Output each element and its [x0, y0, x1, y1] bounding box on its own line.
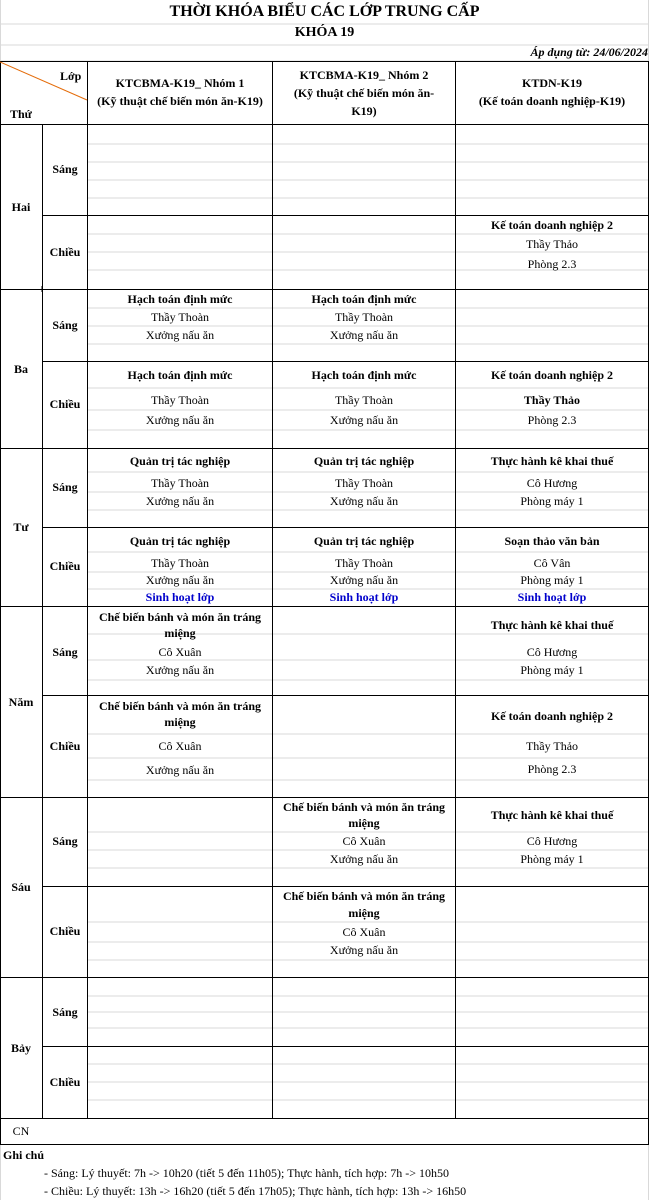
entry-ba-sang-c1-teacher: Thầy Thoàn	[150, 310, 210, 324]
entry-nam-sang-c3-teacher: Cô Hương	[526, 645, 578, 659]
entry-ba-chieu-c3-subject: Kế toán doanh nghiệp 2	[490, 368, 614, 382]
session-bay-chieu: Chiều	[49, 1075, 81, 1089]
entry-tu-chieu-c2-activity: Sinh hoạt lớp	[329, 590, 399, 604]
entry-ba-sang-c2-room: Xưởng nấu ăn	[329, 328, 399, 342]
entry-nam-chieu-c3-room: Phòng 2.3	[527, 762, 577, 776]
day-sau: Sáu	[11, 880, 31, 894]
entry-ba-chieu-c1-subject: Hạch toán định mức	[127, 368, 233, 382]
note-afternoon: - Chiều: Lý thuyết: 13h -> 16h20 (tiết 5 đến 17h05); Thực hành, tích hợp: 13h -> 16h50	[44, 1184, 467, 1198]
entry-sau-sang-c2-subject-cont: miệng	[348, 816, 380, 830]
effective-date: Áp dụng từ: 24/06/2024	[530, 45, 648, 59]
session-sau-chieu: Chiều	[49, 924, 81, 938]
entry-tu-sang-c2-room: Xưởng nấu ăn	[329, 494, 399, 508]
entry-ba-sang-c1-room: Xưởng nấu ăn	[145, 328, 215, 342]
entry-sau-sang-c2-subject: Chế biến bánh và món ăn tráng	[282, 800, 446, 814]
entry-hai-chieu-c3-subject: Kế toán doanh nghiệp 2	[490, 218, 614, 232]
entry-nam-sang-c1-teacher: Cô Xuân	[158, 645, 202, 659]
session-bay-sang: Sáng	[52, 1005, 78, 1019]
entry-ba-chieu-c2-room: Xưởng nấu ăn	[329, 413, 399, 427]
entry-nam-chieu-c1-room: Xưởng nấu ăn	[145, 763, 215, 777]
entry-tu-chieu-c3-teacher: Cô Vân	[533, 556, 571, 570]
header-col2-line1: KTCBMA-K19_ Nhóm 2	[299, 68, 429, 82]
entry-sau-chieu-c2-teacher: Cô Xuân	[342, 925, 386, 939]
entry-ba-chieu-c3-teacher: Thầy Thảo	[523, 393, 581, 407]
entry-ba-chieu-c2-teacher: Thầy Thoàn	[334, 393, 394, 407]
entry-tu-chieu-c2-teacher: Thầy Thoàn	[334, 556, 394, 570]
entry-tu-sang-c3-subject: Thực hành kê khai thuế	[490, 454, 614, 468]
entry-tu-chieu-c3-subject: Soạn thảo văn bản	[504, 534, 600, 548]
session-sau-sang: Sáng	[52, 834, 78, 848]
entry-tu-chieu-c1-room: Xưởng nấu ăn	[145, 573, 215, 587]
entry-tu-chieu-c1-activity: Sinh hoạt lớp	[145, 590, 215, 604]
session-nam-chieu: Chiều	[49, 739, 81, 753]
entry-tu-sang-c2-subject: Quản trị tác nghiệp	[313, 454, 415, 468]
page-subtitle: KHÓA 19	[294, 25, 355, 40]
session-tu-sang: Sáng	[52, 480, 78, 494]
entry-tu-chieu-c2-subject: Quản trị tác nghiệp	[313, 534, 415, 548]
entry-ba-chieu-c2-subject: Hạch toán định mức	[311, 368, 417, 382]
note-morning: - Sáng: Lý thuyết: 7h -> 10h20 (tiết 5 đến 11h05); Thực hành, tích hợp: 7h -> 10h50	[44, 1166, 449, 1180]
day-bay: Bảy	[10, 1041, 31, 1055]
entry-nam-chieu-c1-subject-cont: miệng	[164, 715, 196, 729]
entry-hai-chieu-c3-teacher: Thầy Thảo	[525, 237, 579, 251]
entry-tu-sang-c1-subject: Quản trị tác nghiệp	[129, 454, 231, 468]
entry-sau-sang-c3-teacher: Cô Hương	[526, 834, 578, 848]
entry-tu-sang-c3-teacher: Cô Hương	[526, 476, 578, 490]
entry-sau-sang-c3-room: Phòng máy 1	[520, 852, 584, 866]
entry-tu-chieu-c1-teacher: Thầy Thoàn	[150, 556, 210, 570]
entry-tu-chieu-c3-activity: Sinh hoạt lớp	[517, 590, 587, 604]
entry-tu-chieu-c2-room: Xưởng nấu ăn	[329, 573, 399, 587]
header-col2-line3: K19)	[351, 104, 377, 118]
entry-sau-sang-c2-room: Xưởng nấu ăn	[329, 852, 399, 866]
entry-tu-chieu-c3-room: Phòng máy 1	[520, 573, 584, 587]
entry-ba-chieu-c3-room: Phòng 2.3	[527, 413, 577, 427]
header-col3-line1: KTDN-K19	[522, 76, 582, 90]
entry-sau-chieu-c2-room: Xưởng nấu ăn	[329, 943, 399, 957]
session-hai-sang: Sáng	[52, 162, 78, 176]
header-col2-line2: (Kỹ thuật chế biến món ăn-	[293, 86, 435, 100]
header-lop-label: Lớp	[60, 69, 82, 83]
session-tu-chieu: Chiều	[49, 559, 81, 573]
entry-nam-sang-c3-room: Phòng máy 1	[520, 663, 584, 677]
day-hai: Hai	[11, 200, 31, 214]
entry-tu-sang-c2-teacher: Thầy Thoàn	[334, 476, 394, 490]
entry-nam-chieu-c3-subject: Kế toán doanh nghiệp 2	[490, 709, 614, 723]
entry-sau-chieu-c2-subject-cont: miệng	[348, 906, 380, 920]
entry-nam-sang-c1-subject-cont: miệng	[164, 626, 196, 640]
entry-nam-chieu-c3-teacher: Thầy Thảo	[525, 739, 579, 753]
notes-label: Ghi chú	[3, 1148, 45, 1162]
entry-nam-sang-c1-subject: Chế biến bánh và món ăn tráng	[98, 610, 262, 624]
entry-tu-sang-c1-room: Xưởng nấu ăn	[145, 494, 215, 508]
entry-ba-chieu-c1-teacher: Thầy Thoàn	[150, 393, 210, 407]
day-cn: CN	[12, 1124, 30, 1138]
session-nam-sang: Sáng	[52, 645, 78, 659]
entry-sau-sang-c3-subject: Thực hành kê khai thuế	[490, 808, 614, 822]
header-col1-line2: (Kỹ thuật chế biến món ăn-K19)	[97, 94, 263, 108]
entry-ba-chieu-c1-room: Xưởng nấu ăn	[145, 413, 215, 427]
session-hai-chieu: Chiều	[49, 245, 81, 259]
day-nam: Năm	[8, 695, 34, 709]
entry-nam-chieu-c1-teacher: Cô Xuân	[158, 739, 202, 753]
entry-tu-chieu-c1-subject: Quản trị tác nghiệp	[129, 534, 231, 548]
entry-hai-chieu-c3-room: Phòng 2.3	[527, 257, 577, 271]
entry-ba-sang-c2-subject: Hạch toán định mức	[311, 292, 417, 306]
entry-ba-sang-c1-subject: Hạch toán định mức	[127, 292, 233, 306]
entry-nam-sang-c1-room: Xưởng nấu ăn	[145, 663, 215, 677]
header-col3-line2: (Kế toán doanh nghiệp-K19)	[478, 94, 626, 108]
day-tu: Tư	[13, 520, 29, 534]
entry-tu-sang-c3-room: Phòng máy 1	[520, 494, 584, 508]
page-title: THỜI KHÓA BIỂU CÁC LỚP TRUNG CẤP	[169, 3, 480, 20]
entry-sau-chieu-c2-subject: Chế biến bánh và món ăn tráng	[282, 889, 446, 903]
entry-nam-sang-c3-subject: Thực hành kê khai thuế	[490, 618, 614, 632]
entry-sau-sang-c2-teacher: Cô Xuân	[342, 834, 386, 848]
entry-nam-chieu-c1-subject: Chế biến bánh và món ăn tráng	[98, 699, 262, 713]
header-thu-label: Thứ	[10, 107, 32, 121]
entry-tu-sang-c1-teacher: Thầy Thoàn	[150, 476, 210, 490]
entry-ba-sang-c2-teacher: Thầy Thoàn	[334, 310, 394, 324]
day-ba: Ba	[13, 362, 28, 376]
header-col1-line1: KTCBMA-K19_ Nhóm 1	[115, 76, 245, 90]
session-ba-chieu: Chiều	[49, 397, 81, 411]
session-ba-sang: Sáng	[52, 318, 78, 332]
